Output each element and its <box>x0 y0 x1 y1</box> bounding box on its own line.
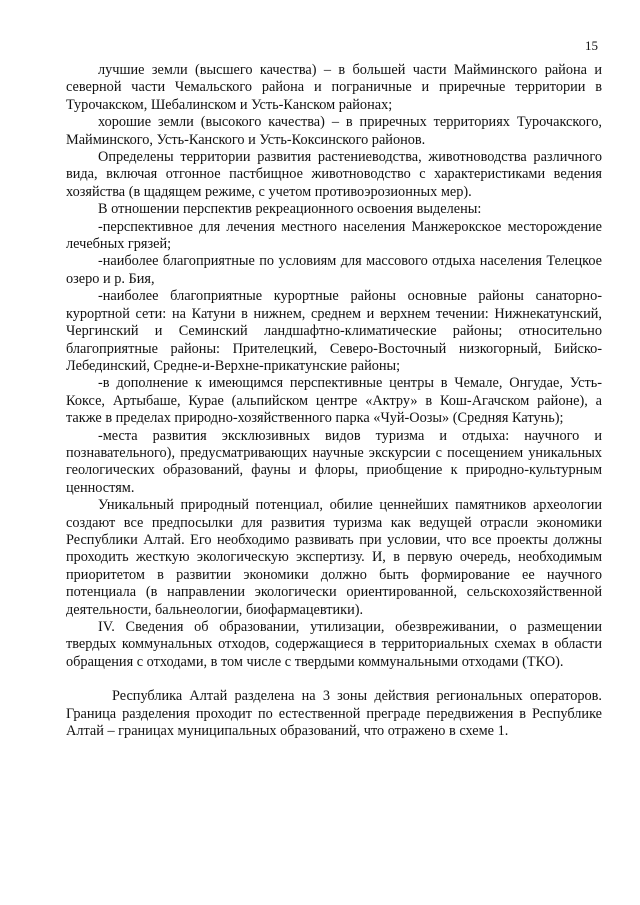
paragraph-best-lands: лучшие земли (высшего качества) – в большей части Майминского района и северной части Чемальского района и пограничные и приречные территории в Турочакском, Шебалинском и Усть-Канском районах; <box>66 62 602 113</box>
list-item-exclusive-tourism: -места развития эксклюзивных видов туризма и отдыха: научного и познавательного), предусматривающих научные экскурсии с посещением уникальных геологических образований, фауны и флоры, приобщение к природно-культурным ценностям. <box>66 427 602 496</box>
list-item-prospective-centers: -в дополнение к имеющимся перспективные центры в Чемале, Онгудае, Усть-Коксе, Артыбаше, Курае (альпийском центре «Актру» в Кош-Агачском районе), а также в пределах природно-хозяйственного парка «Чуй-Оозы» (Средняя Катунь); <box>66 375 602 427</box>
paragraph-regional-operators: Республика Алтай разделена на 3 зоны действия региональных операторов. Граница разделения проходит по естественной преграде передвижения в Республике Алтай – границах муниципальных образований, что отражено в схеме 1. <box>66 688 602 740</box>
section-heading-waste: IV. Сведения об образовании, утилизации, обезвреживании, о размещении твердых коммунальных отходов, содержащиеся в территориальных схемах в области обращения с отходами, в том числе с твердыми коммунальными отходами (ТКО). <box>66 619 602 670</box>
paragraph-good-lands: хорошие земли (высокого качества) – в приречных территориях Турочакского, Майминского, Усть-Канского и Усть-Коксинского районов. <box>66 114 602 148</box>
paragraph-recreation-intro: В отношении перспектив рекреационного освоения выделены: <box>98 201 482 218</box>
list-item-resort-districts: -наиболее благоприятные курортные районы основные районы санаторно-курортной сети: на Катуни в нижнем, среднем и верхнем течении: Нижнекатунский, Чергинский и Семинский ландшафтно-климатические районы; относительно благоприятные районы: Прителецкий, Северо-Восточный низкогорный, Бийско-Лебединский, Средне-и-Верхне-прикатунские районы; <box>66 288 602 374</box>
paragraph-development-territories: Определены территории развития растениеводства, животноводства различного вида, включая отгонное пастбищное животноводство с характеристиками ведения хозяйства (в щадящем режиме, с учетом противоэрозионных мер). <box>66 149 602 200</box>
list-item-mud-deposit: -перспективное для лечения местного населения Манжерокское месторождение лечебных грязей; <box>66 218 602 253</box>
paragraph-unique-potential: Уникальный природный потенциал, обилие ценнейших памятников археологии создают все предпосылки для развития туризма как ведущей отрасли экономики Республики Алтай. Его необходимо развивать при условии, что все проекты должны проходить жесткую экологическую экспертизу. И, в первую очередь, необходимым приоритетом в развитии экономики должно быть формирование ее научного потенциала (в направлении экологически ориентированной, сельскохозяйственной деятельности, бальнеологии, биофармацевтики). <box>66 497 602 618</box>
document-body <box>66 62 602 740</box>
list-item-teletskoye-lake: -наиболее благоприятные по условиям для массового отдыха населения Телецкое озеро и р. Бия, <box>66 253 602 287</box>
page-number: 15 <box>585 38 598 53</box>
